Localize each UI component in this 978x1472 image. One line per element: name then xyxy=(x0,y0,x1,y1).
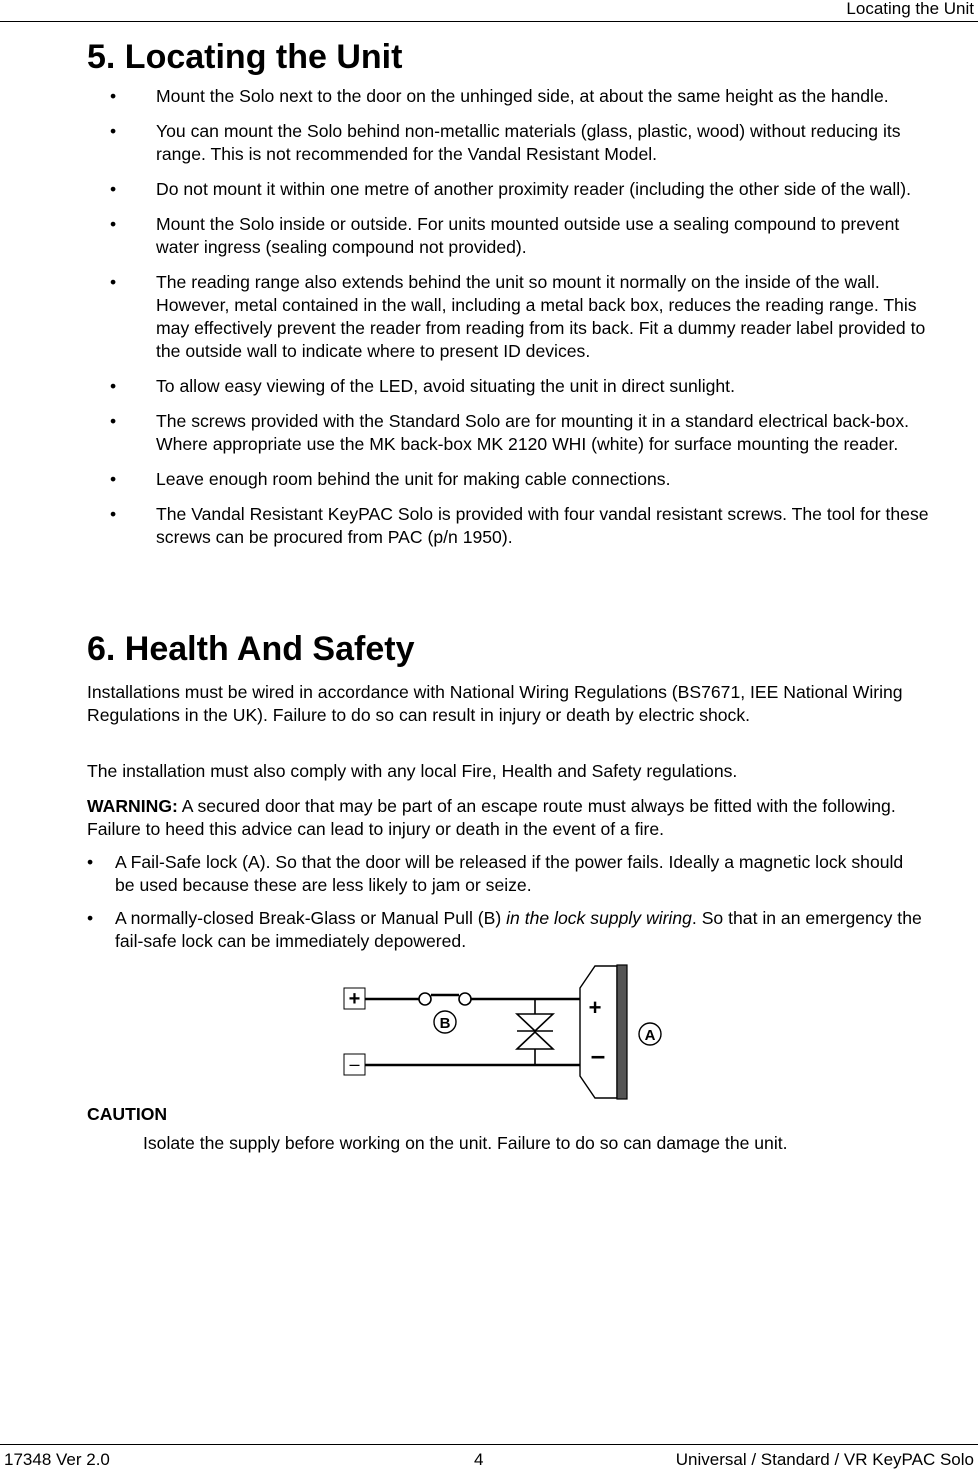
section-6-title: 6. Health And Safety xyxy=(87,630,415,668)
footer-page-number: 4 xyxy=(474,1450,484,1469)
list-item xyxy=(110,468,930,491)
label-a: A xyxy=(644,1027,656,1044)
item-text-italic: in the lock supply wiring xyxy=(506,908,692,928)
list-item-text: A Fail-Safe lock (A). So that the door will be released if the power fails. Ideally a magnetic lock should be used because these are less likely to jam or seize. xyxy=(115,852,904,895)
bullet: • xyxy=(110,179,117,199)
list-item xyxy=(87,851,927,897)
bullet: • xyxy=(110,411,117,431)
list-item xyxy=(110,85,930,108)
local-regulations-paragraph: The installation must also comply with any local Fire, Health and Safety regulations. xyxy=(87,761,738,781)
lock-minus-label: – xyxy=(590,1040,606,1070)
caution-text: Isolate the supply before working on the unit. Failure to do so can damage the unit. xyxy=(143,1133,788,1153)
bullet: • xyxy=(110,376,117,396)
caution-label: CAUTION xyxy=(87,1104,168,1124)
footer-doc-ref: 17348 Ver 2.0 xyxy=(4,1450,110,1469)
list-item xyxy=(87,907,927,953)
safety-list xyxy=(87,851,927,963)
bullet: • xyxy=(110,504,117,524)
diode-upper-triangle xyxy=(517,1014,553,1031)
list-item-text: Mount the Solo inside or outside. For units mounted outside use a sealing compound to prevent water ingress (sealing compound not provided). xyxy=(156,214,900,257)
minus-terminal-label: – xyxy=(349,1054,360,1074)
diode-lower-triangle xyxy=(517,1032,553,1049)
list-item-text: Mount the Solo next to the door on the unhinged side, at about the same height as the handle. xyxy=(156,86,889,106)
bullet: • xyxy=(110,214,117,234)
warning-text: A secured door that may be part of an escape route must always be fitted with the following. Failure to heed this advice can lead to injury or death in the event of a fire. xyxy=(87,796,896,839)
list-item xyxy=(110,120,930,166)
list-item-text: You can mount the Solo behind non-metallic materials (glass, plastic, wood) without reducing its range. This is not recommended for the Vandal Resistant Model. xyxy=(156,121,901,164)
list-item xyxy=(110,375,930,398)
lock-terminal-block xyxy=(580,966,617,1098)
list-item-text: Leave enough room behind the unit for making cable connections. xyxy=(156,469,671,489)
label-b: B xyxy=(439,1015,451,1032)
wiring-diagram xyxy=(330,958,680,1103)
bullet: • xyxy=(87,908,94,928)
list-item-text: The reading range also extends behind the unit so mount it normally on the inside of the wall. However, metal contained in the wall, including a metal back box, reduces the reading range. This may effectively prevent the reader from reading from its back. Fit a dummy reader label provided to the outside wall to indicate where to present ID devices. xyxy=(156,272,926,361)
running-header: Locating the Unit xyxy=(846,0,974,18)
item-text-start: A normally-closed Break-Glass or Manual Pull (B) xyxy=(115,908,507,928)
break-glass-contact-left xyxy=(419,993,431,1005)
list-item-text: The Vandal Resistant KeyPAC Solo is provided with four vandal resistant screws. The tool for these screws can be procured from PAC (p/n 1950). xyxy=(156,504,929,547)
list-item-text: Do not mount it within one metre of another proximity reader (including the other side of the wall). xyxy=(156,179,911,199)
lock-plus-label: + xyxy=(588,995,602,1020)
list-item-text: To allow easy viewing of the LED, avoid situating the unit in direct sunlight. xyxy=(156,376,735,396)
plus-terminal-label: + xyxy=(348,988,361,1010)
section-5-title: 5. Locating the Unit xyxy=(87,38,403,76)
list-item-text: The screws provided with the Standard Solo are for mounting it in a standard electrical back-box. Where appropriate use the MK back-box MK 2120 WHI (white) for surface mounting the reader. xyxy=(156,411,910,454)
header-rule xyxy=(0,21,978,22)
footer-rule xyxy=(0,1444,978,1445)
list-item xyxy=(110,503,930,549)
list-item xyxy=(110,178,930,201)
list-item xyxy=(110,213,930,259)
list-item-text xyxy=(115,908,922,951)
list-item xyxy=(110,271,930,363)
bullet: • xyxy=(110,469,117,489)
section-5-list xyxy=(110,85,930,561)
bullet: • xyxy=(110,86,117,106)
bullet: • xyxy=(110,272,117,292)
magnetic-lock-bar xyxy=(617,965,627,1099)
wiring-regulations-paragraph: Installations must be wired in accordance with National Wiring Regulations (BS7671, IEE National Wiring Regulations in the UK). Failure to do so can result in injury or death by electric shock. xyxy=(87,682,903,725)
break-glass-contact-right xyxy=(459,993,471,1005)
warning-label: WARNING: xyxy=(87,796,178,816)
bullet: • xyxy=(110,121,117,141)
footer-product: Universal / Standard / VR KeyPAC Solo xyxy=(675,1450,974,1469)
item-text-end: . So that in an emergency the fail-safe lock can be immediately depowered. xyxy=(115,908,922,951)
warning-paragraph xyxy=(87,795,927,841)
bullet: • xyxy=(87,852,94,872)
list-item xyxy=(110,410,930,456)
